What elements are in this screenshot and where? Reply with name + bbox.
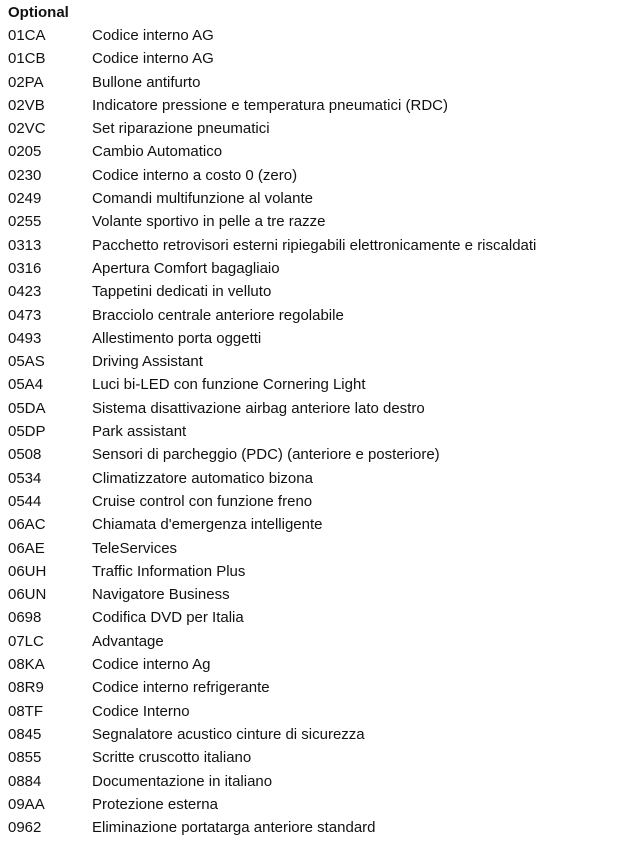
list-item bbox=[8, 653, 636, 676]
option-code: 01CB bbox=[8, 50, 46, 68]
option-description: Tappetini dedicati in velluto bbox=[92, 283, 272, 301]
list-item bbox=[8, 350, 636, 373]
list-item bbox=[8, 443, 636, 466]
option-description: Volante sportivo in pelle a tre razze bbox=[92, 213, 326, 231]
option-description: Climatizzatore automatico bizona bbox=[92, 469, 313, 487]
list-item bbox=[8, 746, 636, 769]
list-item bbox=[8, 490, 636, 513]
option-code: 06AE bbox=[8, 539, 45, 557]
option-code: 05DA bbox=[8, 399, 46, 417]
list-item bbox=[8, 280, 636, 303]
option-description: Codice interno Ag bbox=[92, 656, 211, 674]
option-description: Apertura Comfort bagagliaio bbox=[92, 259, 280, 277]
list-item bbox=[8, 560, 636, 583]
option-code: 06UN bbox=[8, 586, 47, 604]
option-code: 0884 bbox=[8, 772, 42, 790]
option-description: TeleServices bbox=[92, 539, 178, 557]
list-item bbox=[8, 816, 636, 839]
option-description: Documentazione in italiano bbox=[92, 772, 273, 790]
option-description: Codice interno AG bbox=[92, 27, 214, 44]
option-code: 0534 bbox=[8, 469, 42, 487]
option-description: Luci bi-LED con funzione Cornering Light bbox=[92, 376, 366, 394]
list-item bbox=[8, 513, 636, 536]
option-code: 0855 bbox=[8, 749, 42, 767]
option-description: Park assistant bbox=[92, 423, 187, 441]
option-code: 05DP bbox=[8, 423, 46, 441]
option-description: Bracciolo centrale anteriore regolabile bbox=[92, 306, 344, 324]
option-code: 0544 bbox=[8, 492, 42, 510]
option-code: 0205 bbox=[8, 143, 42, 161]
list-item bbox=[8, 397, 636, 420]
list-item bbox=[8, 24, 636, 47]
list-item bbox=[8, 420, 636, 443]
list-item bbox=[8, 140, 636, 163]
option-code: 0493 bbox=[8, 329, 42, 347]
optional-list-document bbox=[8, 4, 636, 839]
option-code: 08R9 bbox=[8, 679, 44, 697]
list-item bbox=[8, 234, 636, 257]
list-item bbox=[8, 210, 636, 233]
list-item bbox=[8, 583, 636, 606]
option-code: 0230 bbox=[8, 166, 42, 184]
list-item bbox=[8, 467, 636, 490]
list-item bbox=[8, 793, 636, 816]
list-item bbox=[8, 770, 636, 793]
option-description: Driving Assistant bbox=[92, 353, 203, 371]
option-code: 01CA bbox=[8, 27, 46, 44]
option-description: Codice interno AG bbox=[92, 50, 214, 68]
list-item bbox=[8, 606, 636, 629]
list-item bbox=[8, 257, 636, 280]
option-code: 08KA bbox=[8, 656, 45, 674]
option-code: 0845 bbox=[8, 725, 42, 743]
list-item bbox=[8, 117, 636, 140]
list-item bbox=[8, 304, 636, 327]
option-description: Chiamata d'emergenza intelligente bbox=[92, 516, 323, 534]
option-code: 02VC bbox=[8, 120, 46, 138]
option-description: Codice Interno bbox=[92, 702, 190, 720]
option-description: Protezione esterna bbox=[92, 795, 218, 813]
option-code: 0423 bbox=[8, 283, 42, 301]
list-item bbox=[8, 373, 636, 396]
option-description: Pacchetto retrovisori esterni ripiegabili elettronicamente e riscaldati bbox=[92, 236, 537, 254]
list-item bbox=[8, 676, 636, 699]
option-description: Advantage bbox=[92, 632, 164, 650]
option-code: 0473 bbox=[8, 306, 42, 324]
list-item bbox=[8, 94, 636, 117]
option-description: Cambio Automatico bbox=[92, 143, 223, 161]
option-description: Cruise control con funzione freno bbox=[92, 492, 313, 510]
option-description: Codifica DVD per Italia bbox=[92, 609, 244, 627]
option-code: 0313 bbox=[8, 236, 42, 254]
option-code: 02PA bbox=[8, 73, 44, 91]
option-code: 05A4 bbox=[8, 376, 44, 394]
option-description: Set riparazione pneumatici bbox=[92, 120, 270, 138]
option-description: Sistema disattivazione airbag anteriore lato destro bbox=[92, 399, 425, 417]
list-item bbox=[8, 537, 636, 560]
option-code: 07LC bbox=[8, 632, 44, 650]
option-code: 0249 bbox=[8, 190, 42, 208]
list-item bbox=[8, 630, 636, 653]
list-item bbox=[8, 723, 636, 746]
option-description: Eliminazione portatarga anteriore standard bbox=[92, 819, 376, 837]
option-code: 0698 bbox=[8, 609, 42, 627]
option-description: Navigatore Business bbox=[92, 586, 230, 604]
option-description: Segnalatore acustico cinture di sicurezza bbox=[92, 725, 365, 743]
option-description: Traffic Information Plus bbox=[92, 562, 246, 580]
list-item bbox=[8, 327, 636, 350]
list-item bbox=[8, 71, 636, 94]
option-code: 02VB bbox=[8, 96, 45, 114]
option-description: Allestimento porta oggetti bbox=[92, 329, 262, 347]
option-description: Codice interno a costo 0 (zero) bbox=[92, 166, 298, 184]
option-code: 06UH bbox=[8, 562, 47, 580]
option-description: Sensori di parcheggio (PDC) (anteriore e posteriore) bbox=[92, 446, 440, 464]
option-description: Scritte cruscotto italiano bbox=[92, 749, 252, 767]
option-code: 08TF bbox=[8, 702, 44, 720]
option-code: 09AA bbox=[8, 795, 45, 813]
list-item bbox=[8, 187, 636, 210]
list-item bbox=[8, 47, 636, 70]
option-code: 06AC bbox=[8, 516, 46, 534]
option-code: 0962 bbox=[8, 819, 42, 837]
list-item bbox=[8, 700, 636, 723]
option-code: 0508 bbox=[8, 446, 42, 464]
option-code: 0255 bbox=[8, 213, 42, 231]
option-code: 0316 bbox=[8, 259, 42, 277]
option-description: Codice interno refrigerante bbox=[92, 679, 270, 697]
option-description: Indicatore pressione e temperatura pneumatici (RDC) bbox=[92, 96, 448, 114]
option-description: Comandi multifunzione al volante bbox=[92, 190, 313, 208]
option-description: Bullone antifurto bbox=[92, 73, 201, 91]
optional-list bbox=[8, 24, 636, 839]
section-title: Optional bbox=[8, 4, 69, 21]
option-code: 05AS bbox=[8, 353, 45, 371]
list-item bbox=[8, 164, 636, 187]
